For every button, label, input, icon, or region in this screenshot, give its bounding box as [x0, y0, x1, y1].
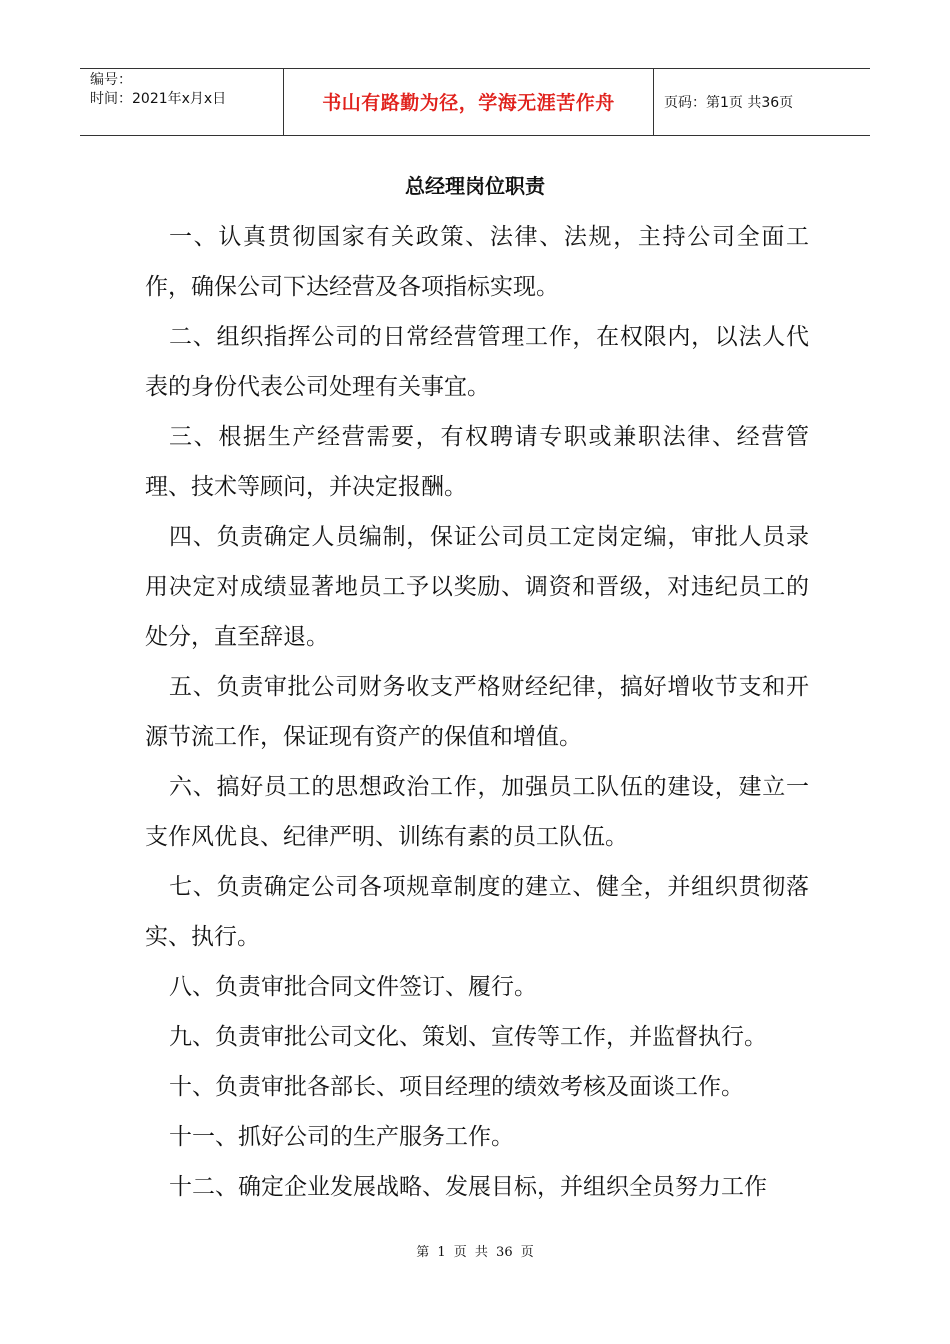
- paragraph: 四、负责确定人员编制，保证公司员工定岗定编，审批人员录用决定对成绩显著地员工予以奖励、调资和晋级，对违纪员工的处分，直至辞退。: [145, 524, 809, 650]
- header-motto-cell: [283, 69, 654, 135]
- document-title: 总经理岗位职责: [405, 174, 545, 198]
- paragraph: 六、搞好员工的思想政治工作，加强员工队伍的建设，建立一支作风优良、纪律严明、训练有素的员工队伍。: [145, 774, 809, 850]
- document-number-label: 编号：: [90, 72, 132, 88]
- page-header: [80, 68, 870, 136]
- document-body: [145, 212, 809, 1212]
- paragraph: 二、组织指挥公司的日常经营管理工作，在权限内，以法人代表的身份代表公司处理有关事宜。: [145, 324, 809, 400]
- paragraph: 七、负责确定公司各项规章制度的建立、健全，并组织贯彻落实、执行。: [145, 874, 809, 950]
- paragraph: 十、负责审批各部长、项目经理的绩效考核及面谈工作。: [169, 1074, 744, 1100]
- paragraph: 三、根据生产经营需要，有权聘请专职或兼职法律、经营管理、技术等顾问，并决定报酬。: [145, 424, 809, 500]
- paragraph: 十一、抓好公司的生产服务工作。: [169, 1124, 514, 1150]
- paragraph: 五、负责审批公司财务收支严格财经纪律，搞好增收节支和开源节流工作，保证现有资产的保值和增值。: [145, 674, 809, 750]
- paragraph: 一、认真贯彻国家有关政策、法律、法规，主持公司全面工作，确保公司下达经营及各项指标实现。: [145, 224, 809, 300]
- header-page-info: 页码：第1页 共36页: [664, 95, 794, 111]
- page-footer: 第 1 页 共 36 页: [416, 1245, 534, 1260]
- paragraph: 九、负责审批公司文化、策划、宣传等工作，并监督执行。: [169, 1024, 767, 1050]
- document-time-label: 时间：2021年x月x日: [90, 91, 227, 107]
- header-meta: [80, 69, 283, 135]
- paragraph: 十二、确定企业发展战略、发展目标，并组织全员努力工作: [169, 1174, 767, 1200]
- paragraph: 八、负责审批合同文件签订、履行。: [169, 974, 537, 1000]
- header-page-cell: [654, 69, 870, 135]
- header-motto: 书山有路勤为径，学海无涯苦作舟: [322, 91, 615, 114]
